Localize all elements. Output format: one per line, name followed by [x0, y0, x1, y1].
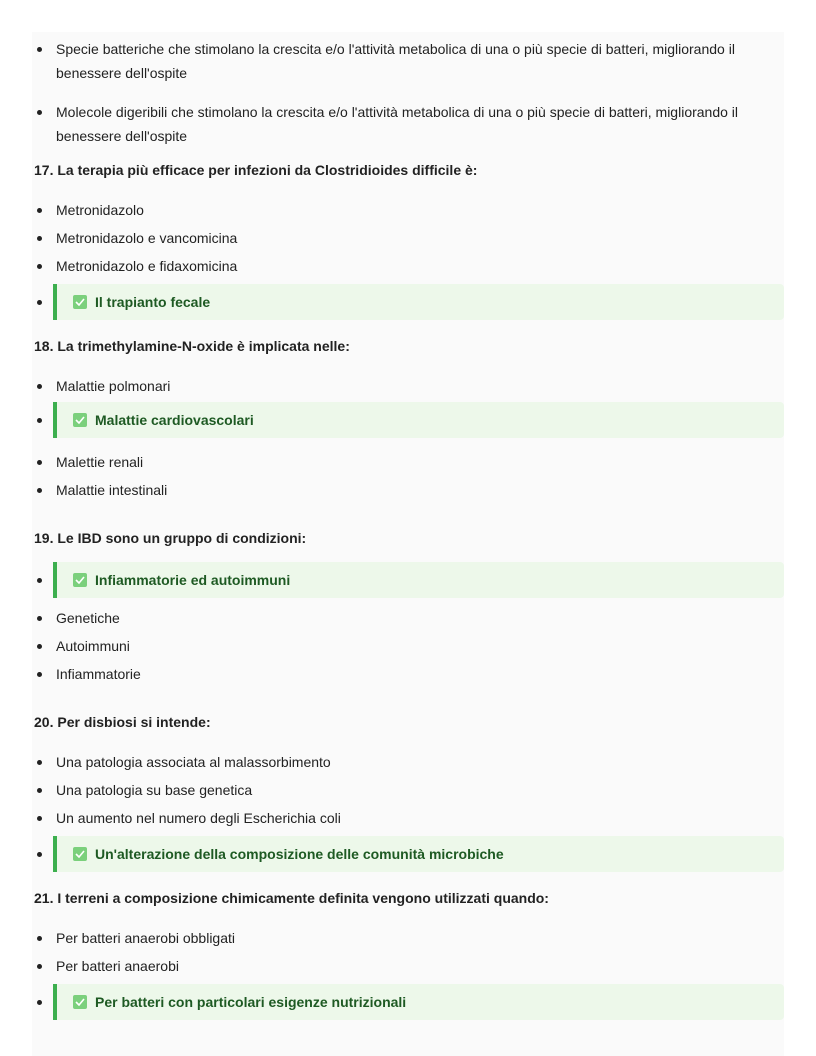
bullet	[37, 460, 42, 465]
correct-answer	[32, 836, 784, 872]
check-square-icon	[73, 847, 87, 861]
bullet	[37, 47, 42, 52]
correct-answer-box	[53, 836, 784, 872]
bullet	[37, 788, 42, 793]
option-text: Metronidazolo e vancomicina	[56, 230, 238, 246]
check-square-icon	[73, 295, 87, 309]
bullet	[37, 236, 42, 241]
list-item	[32, 750, 756, 774]
bullet	[37, 936, 42, 941]
bullet	[37, 264, 42, 269]
list-item	[32, 37, 756, 85]
correct-answer-box	[53, 402, 784, 438]
question-title: 19. Le IBD sono un gruppo di condizioni:	[34, 530, 307, 546]
quiz-page	[32, 32, 784, 1056]
bullet	[37, 418, 42, 423]
bullet	[37, 672, 42, 677]
bullet	[37, 110, 42, 115]
list-item	[32, 374, 756, 398]
bullet	[37, 852, 42, 857]
option-text: Infiammatorie	[56, 666, 141, 682]
option-text: Metronidazolo e fidaxomicina	[56, 258, 238, 274]
option-text: Metronidazolo	[56, 202, 144, 218]
list-item	[32, 778, 756, 802]
correct-answer-box	[53, 984, 784, 1020]
bullet	[37, 578, 42, 583]
list-item	[32, 954, 756, 978]
correct-answer-text: Infiammatorie ed autoimmuni	[95, 572, 291, 588]
bullet	[37, 644, 42, 649]
list-item	[32, 450, 756, 474]
question-title: 20. Per disbiosi si intende:	[34, 714, 211, 730]
bullet	[37, 488, 42, 493]
list-item	[32, 634, 756, 658]
correct-answer-box	[53, 562, 784, 598]
option-text: Molecole digeribili che stimolano la crescita e/o l'attività metabolica di una o più specie di batteri, migliorando il benessere dell'ospite	[56, 104, 739, 144]
list-item	[32, 806, 756, 830]
option-text: Specie batteriche che stimolano la crescita e/o l'attività metabolica di una o più specie di batteri, migliorando il benessere dell'ospite	[56, 41, 735, 81]
list-item	[32, 198, 756, 222]
list-item	[32, 100, 756, 148]
check-square-icon	[73, 573, 87, 587]
correct-answer-box	[53, 284, 784, 320]
bullet	[37, 384, 42, 389]
bullet	[37, 208, 42, 213]
list-item	[32, 926, 756, 950]
correct-answer-text: Il trapianto fecale	[95, 294, 211, 310]
correct-answer	[32, 284, 784, 320]
option-text: Per batteri anaerobi	[56, 958, 179, 974]
correct-answer	[32, 562, 784, 598]
option-text: Genetiche	[56, 610, 120, 626]
check-square-icon	[73, 413, 87, 427]
list-item	[32, 226, 756, 250]
option-text: Malettie renali	[56, 454, 144, 470]
list-item	[32, 254, 756, 278]
option-text: Un aumento nel numero degli Escherichia coli	[56, 810, 341, 826]
correct-answer-text: Per batteri con particolari esigenze nutrizionali	[95, 994, 407, 1010]
check-square-icon	[73, 995, 87, 1009]
bullet	[37, 616, 42, 621]
option-text: Malattie polmonari	[56, 378, 171, 394]
question-title: 17. La terapia più efficace per infezioni da Clostridioides difficile è:	[34, 162, 478, 178]
option-text: Autoimmuni	[56, 638, 130, 654]
correct-answer	[32, 402, 784, 438]
bullet	[37, 300, 42, 305]
list-item	[32, 478, 756, 502]
bullet	[37, 1000, 42, 1005]
question-title: 18. La trimethylamine-N-oxide è implicata nelle:	[34, 338, 350, 354]
list-item	[32, 662, 756, 686]
bullet	[37, 760, 42, 765]
bullet	[37, 816, 42, 821]
option-text: Malattie intestinali	[56, 482, 168, 498]
correct-answer	[32, 984, 784, 1020]
option-text: Per batteri anaerobi obbligati	[56, 930, 236, 946]
list-item	[32, 606, 756, 630]
correct-answer-text: Un'alterazione della composizione delle comunità microbiche	[95, 846, 504, 862]
option-text: Una patologia su base genetica	[56, 782, 253, 798]
correct-answer-text: Malattie cardiovascolari	[95, 412, 254, 428]
question-title: 21. I terreni a composizione chimicamente definita vengono utilizzati quando:	[34, 890, 549, 906]
option-text: Una patologia associata al malassorbimento	[56, 754, 331, 770]
bullet	[37, 964, 42, 969]
